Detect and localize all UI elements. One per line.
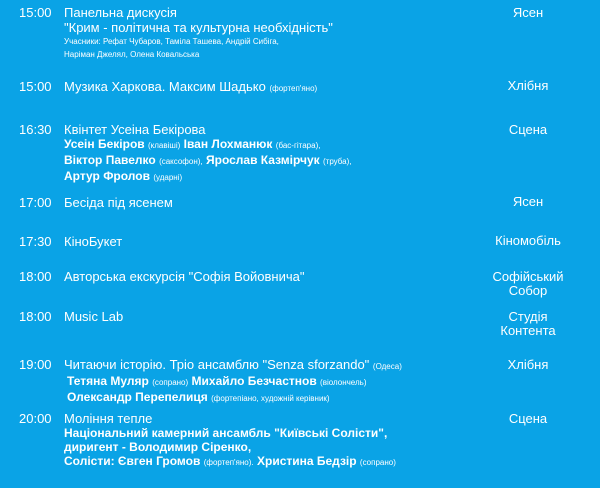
event-venue: Хлібня bbox=[507, 78, 549, 93]
performer-role: (фортеп'яно). bbox=[203, 458, 254, 467]
event-venue: Ясен bbox=[512, 194, 544, 209]
event-venue: Ясен bbox=[512, 5, 544, 20]
event-time: 17:30 bbox=[19, 234, 52, 249]
event-venue: Сцена bbox=[508, 122, 548, 137]
event-venue bbox=[472, 270, 584, 298]
event-time: 17:00 bbox=[19, 195, 52, 210]
performer-role: (бас-гітара), bbox=[275, 141, 321, 150]
performers-line bbox=[64, 137, 474, 153]
conductor-line: диригент - Володимир Сіренко, bbox=[64, 440, 252, 454]
event-details bbox=[64, 79, 474, 96]
performer-name: Христина Бедзір bbox=[256, 454, 357, 468]
event-venue: Хлібня bbox=[507, 357, 549, 372]
performer-name: Усеін Бекіров bbox=[64, 137, 145, 151]
event-title: Панельна дискусія bbox=[64, 5, 177, 20]
performers-line bbox=[64, 374, 474, 390]
event-details bbox=[64, 5, 474, 61]
event-time: 20:00 bbox=[19, 411, 52, 426]
venue-line: Собор bbox=[508, 283, 548, 298]
event-title-line bbox=[64, 357, 474, 374]
performers-line bbox=[64, 390, 474, 406]
performer-name: Артур Фролов bbox=[64, 169, 150, 183]
event-title: Авторська екскурсія "Софія Войовнича" bbox=[64, 269, 305, 284]
performers-line bbox=[64, 153, 474, 169]
event-participants: Наріман Джелял, Олена Ковальська bbox=[64, 50, 200, 59]
performer-name: Солісти: Євген Громов bbox=[64, 454, 201, 468]
venue-line: Контента bbox=[500, 323, 556, 338]
event-title-note: (фортеп'яно) bbox=[269, 84, 318, 93]
event-title: Читаючи історію. Тріо ансамблю "Senza sforzando" bbox=[64, 357, 370, 372]
event-title: Квінтет Усеіна Бекірова bbox=[64, 122, 206, 137]
event-time: 16:30 bbox=[19, 122, 52, 137]
event-venue: Кіномобіль bbox=[495, 233, 561, 248]
event-title: КіноБукет bbox=[64, 234, 123, 249]
performer-name: Олександр Перепелиця bbox=[67, 390, 208, 404]
soloists-line bbox=[64, 454, 474, 470]
performer-role: (фортепіано, художній керівник) bbox=[211, 394, 330, 403]
venue-line: Софійський bbox=[492, 269, 564, 284]
ensemble-line: Національний камерний ансамбль "Київські Солісти", bbox=[64, 426, 388, 440]
performer-name: Тетяна Муляр bbox=[67, 374, 149, 388]
performers-line bbox=[64, 169, 474, 185]
performer-role: (сопрано) bbox=[152, 378, 189, 387]
event-time: 18:00 bbox=[19, 269, 52, 284]
event-venue bbox=[472, 310, 584, 338]
performer-role: (клавіші) bbox=[148, 141, 181, 150]
performer-role: (сопрано) bbox=[359, 458, 396, 467]
event-details bbox=[64, 411, 474, 470]
event-time: 18:00 bbox=[19, 309, 52, 324]
event-time: 19:00 bbox=[19, 357, 52, 372]
performer-name: Віктор Павелко bbox=[64, 153, 156, 167]
event-details bbox=[64, 357, 474, 406]
venue-line: Студія bbox=[508, 309, 548, 324]
event-title: Моління тепле bbox=[64, 411, 153, 426]
performer-name: Ярослав Казмірчук bbox=[205, 153, 320, 167]
event-title: Музика Харкова. Максим Шадько bbox=[64, 79, 266, 94]
performer-role: (саксофон), bbox=[159, 157, 203, 166]
event-title-note: (Одеса) bbox=[372, 362, 402, 371]
event-time: 15:00 bbox=[19, 79, 52, 94]
event-title: Music Lab bbox=[64, 309, 124, 324]
event-details bbox=[64, 122, 474, 185]
event-venue: Сцена bbox=[508, 411, 548, 426]
performer-role: (труба), bbox=[322, 157, 352, 166]
event-title: Бесіда під ясенем bbox=[64, 195, 173, 210]
performer-role: (віолончель) bbox=[320, 378, 367, 387]
performer-role: (ударні) bbox=[153, 173, 183, 182]
event-time: 15:00 bbox=[19, 5, 52, 20]
performer-name: Іван Лохманюк bbox=[183, 137, 273, 151]
performer-name: Михайло Безчастнов bbox=[191, 374, 317, 388]
event-subtitle: "Крим - політична та культурна необхідність" bbox=[64, 20, 333, 35]
event-participants: Учасники: Рефат Чубаров, Таміла Ташева, Андрій Сибіга, bbox=[64, 37, 279, 46]
